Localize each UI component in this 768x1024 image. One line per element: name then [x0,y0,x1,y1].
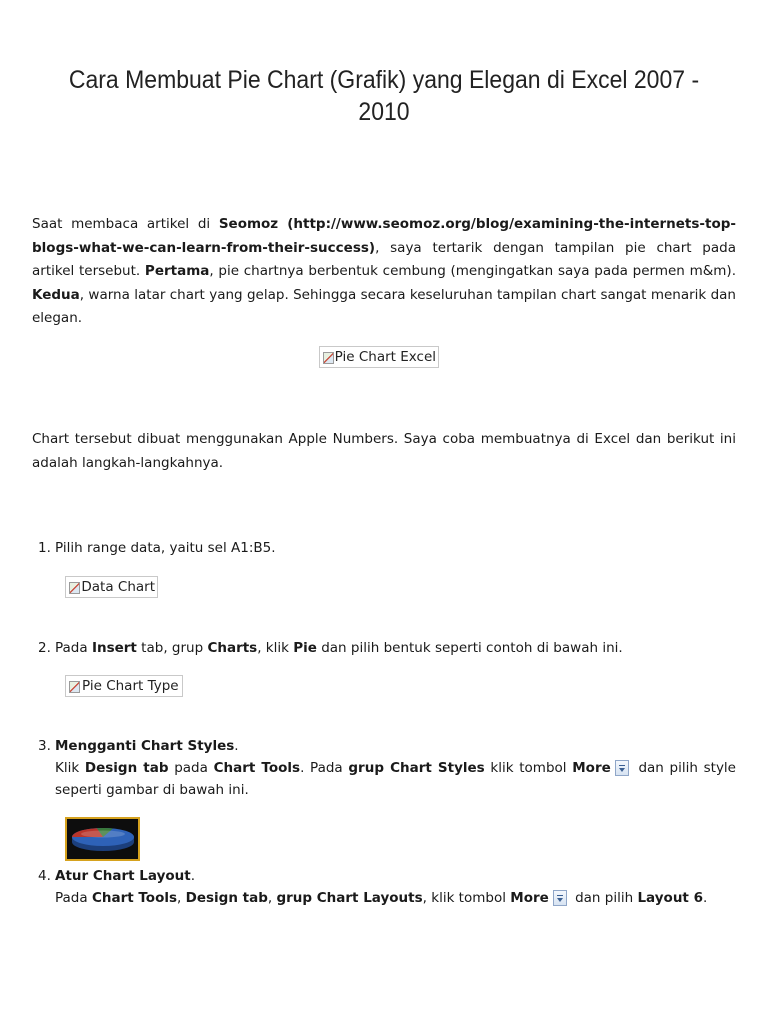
chart-tools-label: Chart Tools [213,760,301,776]
step-2-text: Pada [55,640,92,656]
page-title: Cara Membuat Pie Chart (Grafik) yang Elegan di Excel 2007 - 2010 [68,66,700,126]
step-3 [32,735,736,801]
step-4-heading: Atur Chart Layout [55,868,191,884]
chart-styles-group-label: grup Chart Styles [348,760,485,776]
step-1-text: Pilih range data, yaitu sel A1:B5. [55,540,276,556]
chart-layouts-group-label: grup Chart Layouts [276,890,423,906]
dropdown-more-icon [553,890,567,906]
pie-chart-type-alt: Pie Chart Type [82,678,179,694]
chart-style-thumbnail [65,817,140,861]
data-chart-image [65,576,158,598]
step-3-text: dan pilih style seperti gambar di bawah ini. [55,760,736,798]
seomoz-link-text: Seomoz (http://www.seomoz.org/blog/examining-the-internets-top-blogs-what-we-can-learn-from-their-success) [32,216,736,256]
step-4-text: Pada [55,890,92,906]
step-4-text: , klik tombol [422,890,511,906]
design-tab-label: Design tab [185,890,268,906]
broken-image-icon [69,581,80,594]
step-2-text: , klik [257,640,294,656]
more-label: More [572,760,611,776]
step-4-text: dan pilih [570,890,638,906]
step-4 [32,865,736,909]
second-paragraph: Chart tersebut dibuat menggunakan Apple Numbers. Saya coba membuatnya di Excel dan berikut ini adalah langkah-langkahnya. [32,431,736,471]
pie-label: Pie [293,640,317,656]
insert-label: Insert [91,640,137,656]
step-2-text: dan pilih bentuk seperti contoh di bawah ini. [316,640,623,656]
design-tab-label: Design tab [84,760,169,776]
step-number: 3. [38,738,51,754]
step-3-text: . [234,738,239,754]
step-4-text: , [177,890,186,906]
charts-label: Charts [207,640,258,656]
step-3-heading: Mengganti Chart Styles [55,738,235,754]
step-number: 2. [38,640,51,656]
kedua-label: Kedua [32,286,80,303]
pie-chart-excel-alt: Pie Chart Excel [334,349,436,365]
pie-chart-excel-image [319,346,439,368]
pie-thumbnail-icon [67,819,138,859]
intro-paragraph [32,213,736,331]
pie-chart-type-image [65,675,183,697]
step-3-text: . Pada [300,760,349,776]
step-3-text: klik tombol [484,760,573,776]
step-2-text: tab, grup [136,640,208,656]
step-1 [32,537,736,559]
step-4-text: . [702,890,708,906]
intro-text-4: , warna latar chart yang gelap. Sehingga secara keseluruhan tampilan chart sangat menarik dan elegan. [32,286,736,326]
pertama-label: Pertama [144,263,210,279]
step-number: 4. [38,868,51,884]
intro-text-1: Saat membaca artikel di [32,216,219,232]
more-label: More [510,890,549,906]
chart-tools-label: Chart Tools [91,890,178,906]
broken-image-icon [69,680,81,693]
step-number: 1. [38,540,51,556]
dropdown-more-icon [615,760,629,776]
step-2 [32,637,736,659]
intro-text-3: , pie chartnya berbentuk cembung (mengingatkan saya pada permen m&m). [209,263,736,279]
step-4-text: , [267,890,277,906]
data-chart-alt: Data Chart [81,579,155,595]
intro-text-2: , saya tertarik dengan tampilan pie chart pada artikel tersebut. [32,239,736,279]
step-4-text: . [190,868,196,884]
layout-6-label: Layout 6 [637,890,703,906]
step-3-text: pada [168,760,214,776]
step-3-text: Klik [55,760,85,776]
broken-image-icon [323,351,334,364]
